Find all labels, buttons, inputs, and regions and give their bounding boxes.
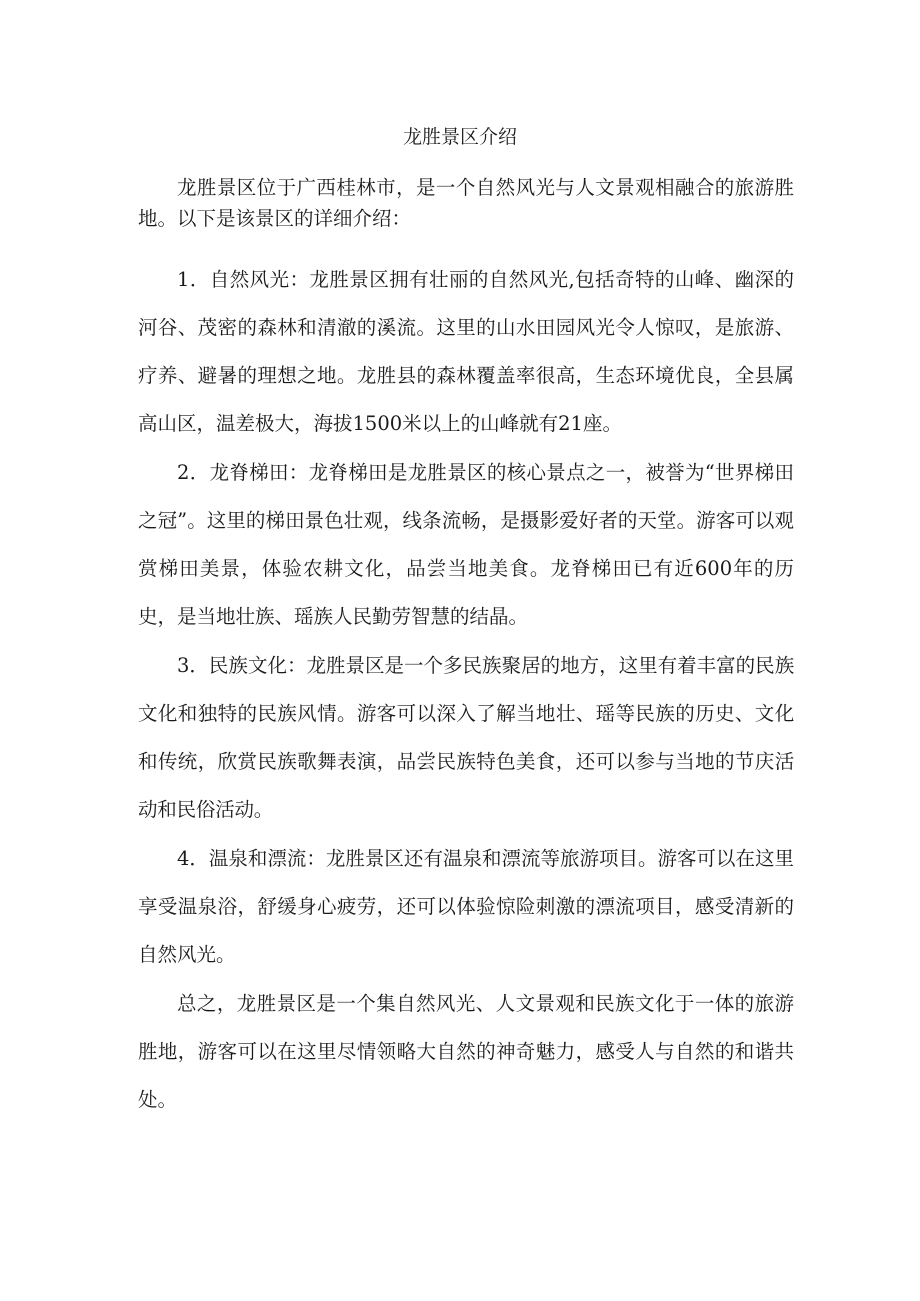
item-paragraph-natural-scenery: 1．自然风光：龙胜景区拥有壮丽的自然风光,包括奇特的山峰、幽深的河谷、茂密的森林和清澈的溪流。这里的山水田园风光令人惊叹，是旅游、疗养、避暑的理想之地。龙胜县的森林覆盖率很高，生态环境优良，全县属高山区，温差极大，海拔1500米以上的山峰就有21座。 (138, 268, 794, 435)
intro-paragraph: 龙胜景区位于广西桂林市，是一个自然风光与人文景观相融合的旅游胜地。以下是该景区的详细介绍： (138, 176, 794, 230)
document-body (138, 172, 794, 1124)
item-paragraph-hot-springs-rafting: 4．温泉和漂流：龙胜景区还有温泉和漂流等旅游项目。游客可以在这里享受温泉浴，舒缓身心疲劳，还可以体验惊险刺激的漂流项目，感受清新的自然风光。 (138, 847, 794, 966)
document-title: 龙胜景区介绍 (402, 126, 517, 148)
item-paragraph-longji-terraces: 2．龙脊梯田：龙脊梯田是龙胜景区的核心景点之一，被誉为“世界梯田之冠”。这里的梯田景色壮观，线条流畅，是摄影爱好者的天堂。游客可以观赏梯田美景，体验农耕文化，品尝当地美食。龙脊梯田已有近600年的历史，是当地壮族、瑶族人民勤劳智慧的结晶。 (138, 461, 794, 628)
item-paragraph-ethnic-culture: 3．民族文化：龙胜景区是一个多民族聚居的地方，这里有着丰富的民族文化和独特的民族风情。游客可以深入了解当地壮、瑶等民族的历史、文化和传统，欣赏民族歌舞表演，品尝民族特色美食，还可以参与当地的节庆活动和民俗活动。 (138, 654, 794, 821)
summary-paragraph: 总之，龙胜景区是一个集自然风光、人文景观和民族文化于一体的旅游胜地，游客可以在这里尽情领略大自然的神奇魅力，感受人与自然的和谐共处。 (138, 992, 794, 1111)
